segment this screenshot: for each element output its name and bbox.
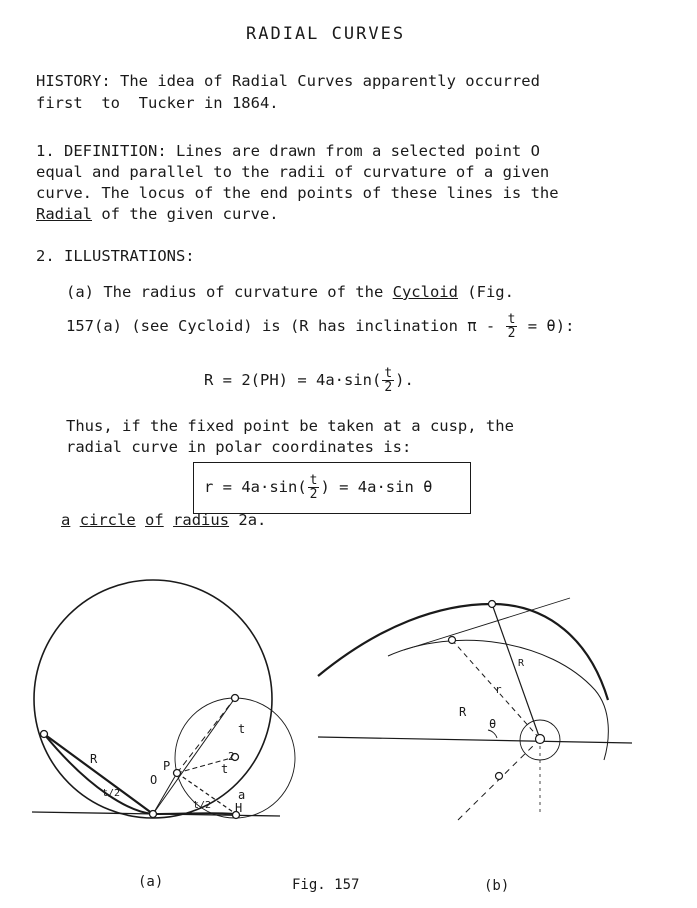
baseline-b (318, 737, 632, 743)
history-line-2: first to Tucker in 1864. (36, 94, 279, 112)
point-marker (449, 637, 456, 644)
text-span: circle (79, 511, 136, 529)
figure-b (318, 598, 632, 820)
label-text: R (90, 752, 98, 766)
thus-line-1: Thus, if the fixed point be taken at a cusp, the (66, 417, 514, 435)
text-span: 157(a) (see Cycloid) is (R has inclination π - (66, 317, 505, 335)
text-span: (Fig. (457, 283, 514, 301)
caption-a: (a) (138, 874, 164, 890)
text-span: ). (395, 371, 414, 389)
text-span: radius (173, 511, 230, 529)
history-line-1: HISTORY: The idea of Radial Curves apparently occurred (36, 72, 540, 90)
label-text: t (238, 722, 246, 736)
label-text: R (518, 658, 525, 669)
text-span: r = 4a·sin( (204, 478, 307, 496)
definition-line-4-rest: of the given curve. (92, 205, 279, 223)
label-text: a (238, 788, 246, 802)
cycloid-link[interactable]: Cycloid (392, 283, 458, 301)
definition-line-2: equal and parallel to the radii of curvature of a given (36, 163, 550, 181)
fraction-denominator: 2 (309, 487, 318, 502)
fraction-numerator: t (384, 366, 393, 381)
fraction-numerator: t (507, 312, 516, 327)
text-span: ) = 4a·sin θ (320, 478, 433, 496)
text-span: of (145, 511, 164, 529)
figure-a (32, 580, 295, 819)
figure-a-labels (90, 722, 245, 815)
label-text: O (150, 773, 158, 787)
label-text: R (459, 705, 467, 719)
point-marker (174, 770, 181, 777)
radial-term: Radial (36, 205, 92, 223)
label-text: t/2 (102, 788, 121, 799)
definition-line-1: 1. DEFINITION: Lines are drawn from a selected point O (36, 142, 540, 160)
label-text: θ (489, 717, 497, 731)
illustrations-heading: 2. ILLUSTRATIONS: (36, 247, 195, 265)
label-text: r (495, 683, 502, 696)
figure-captions (138, 874, 509, 894)
caption-b: (b) (484, 878, 510, 894)
radius-line (492, 604, 540, 739)
point-marker (232, 695, 239, 702)
tangent-line (404, 598, 570, 650)
fraction-denominator: 2 (507, 326, 516, 341)
point-marker (489, 601, 496, 608)
page-title: RADIAL CURVES (246, 24, 406, 44)
text-span: (a) The radius of curvature of the (66, 283, 393, 301)
point-marker (150, 811, 157, 818)
label-text: H (235, 801, 243, 815)
angle-arc (488, 730, 497, 738)
point-marker (496, 773, 503, 780)
given-curve (318, 604, 608, 700)
point-marker (536, 735, 545, 744)
label-text: P (163, 759, 171, 773)
definition-line-3: curve. The locus of the end points of these lines is the (36, 184, 559, 202)
text-span: a (61, 511, 71, 529)
figure-caption: Fig. 157 (292, 877, 360, 893)
chord-line (153, 698, 235, 814)
text-span: R = 2(PH) = 4a·sin( (204, 371, 382, 389)
label-text: t/2 (193, 800, 212, 811)
label-text: t (221, 762, 229, 776)
fraction-numerator: t (309, 473, 318, 488)
text-span: 2a. (238, 511, 267, 529)
fraction-denominator: 2 (384, 380, 393, 395)
point-marker (41, 731, 48, 738)
label-text: 2 (228, 750, 235, 763)
text-span: = θ): (518, 317, 575, 335)
thus-line-2: radial curve in polar coordinates is: (66, 438, 412, 456)
